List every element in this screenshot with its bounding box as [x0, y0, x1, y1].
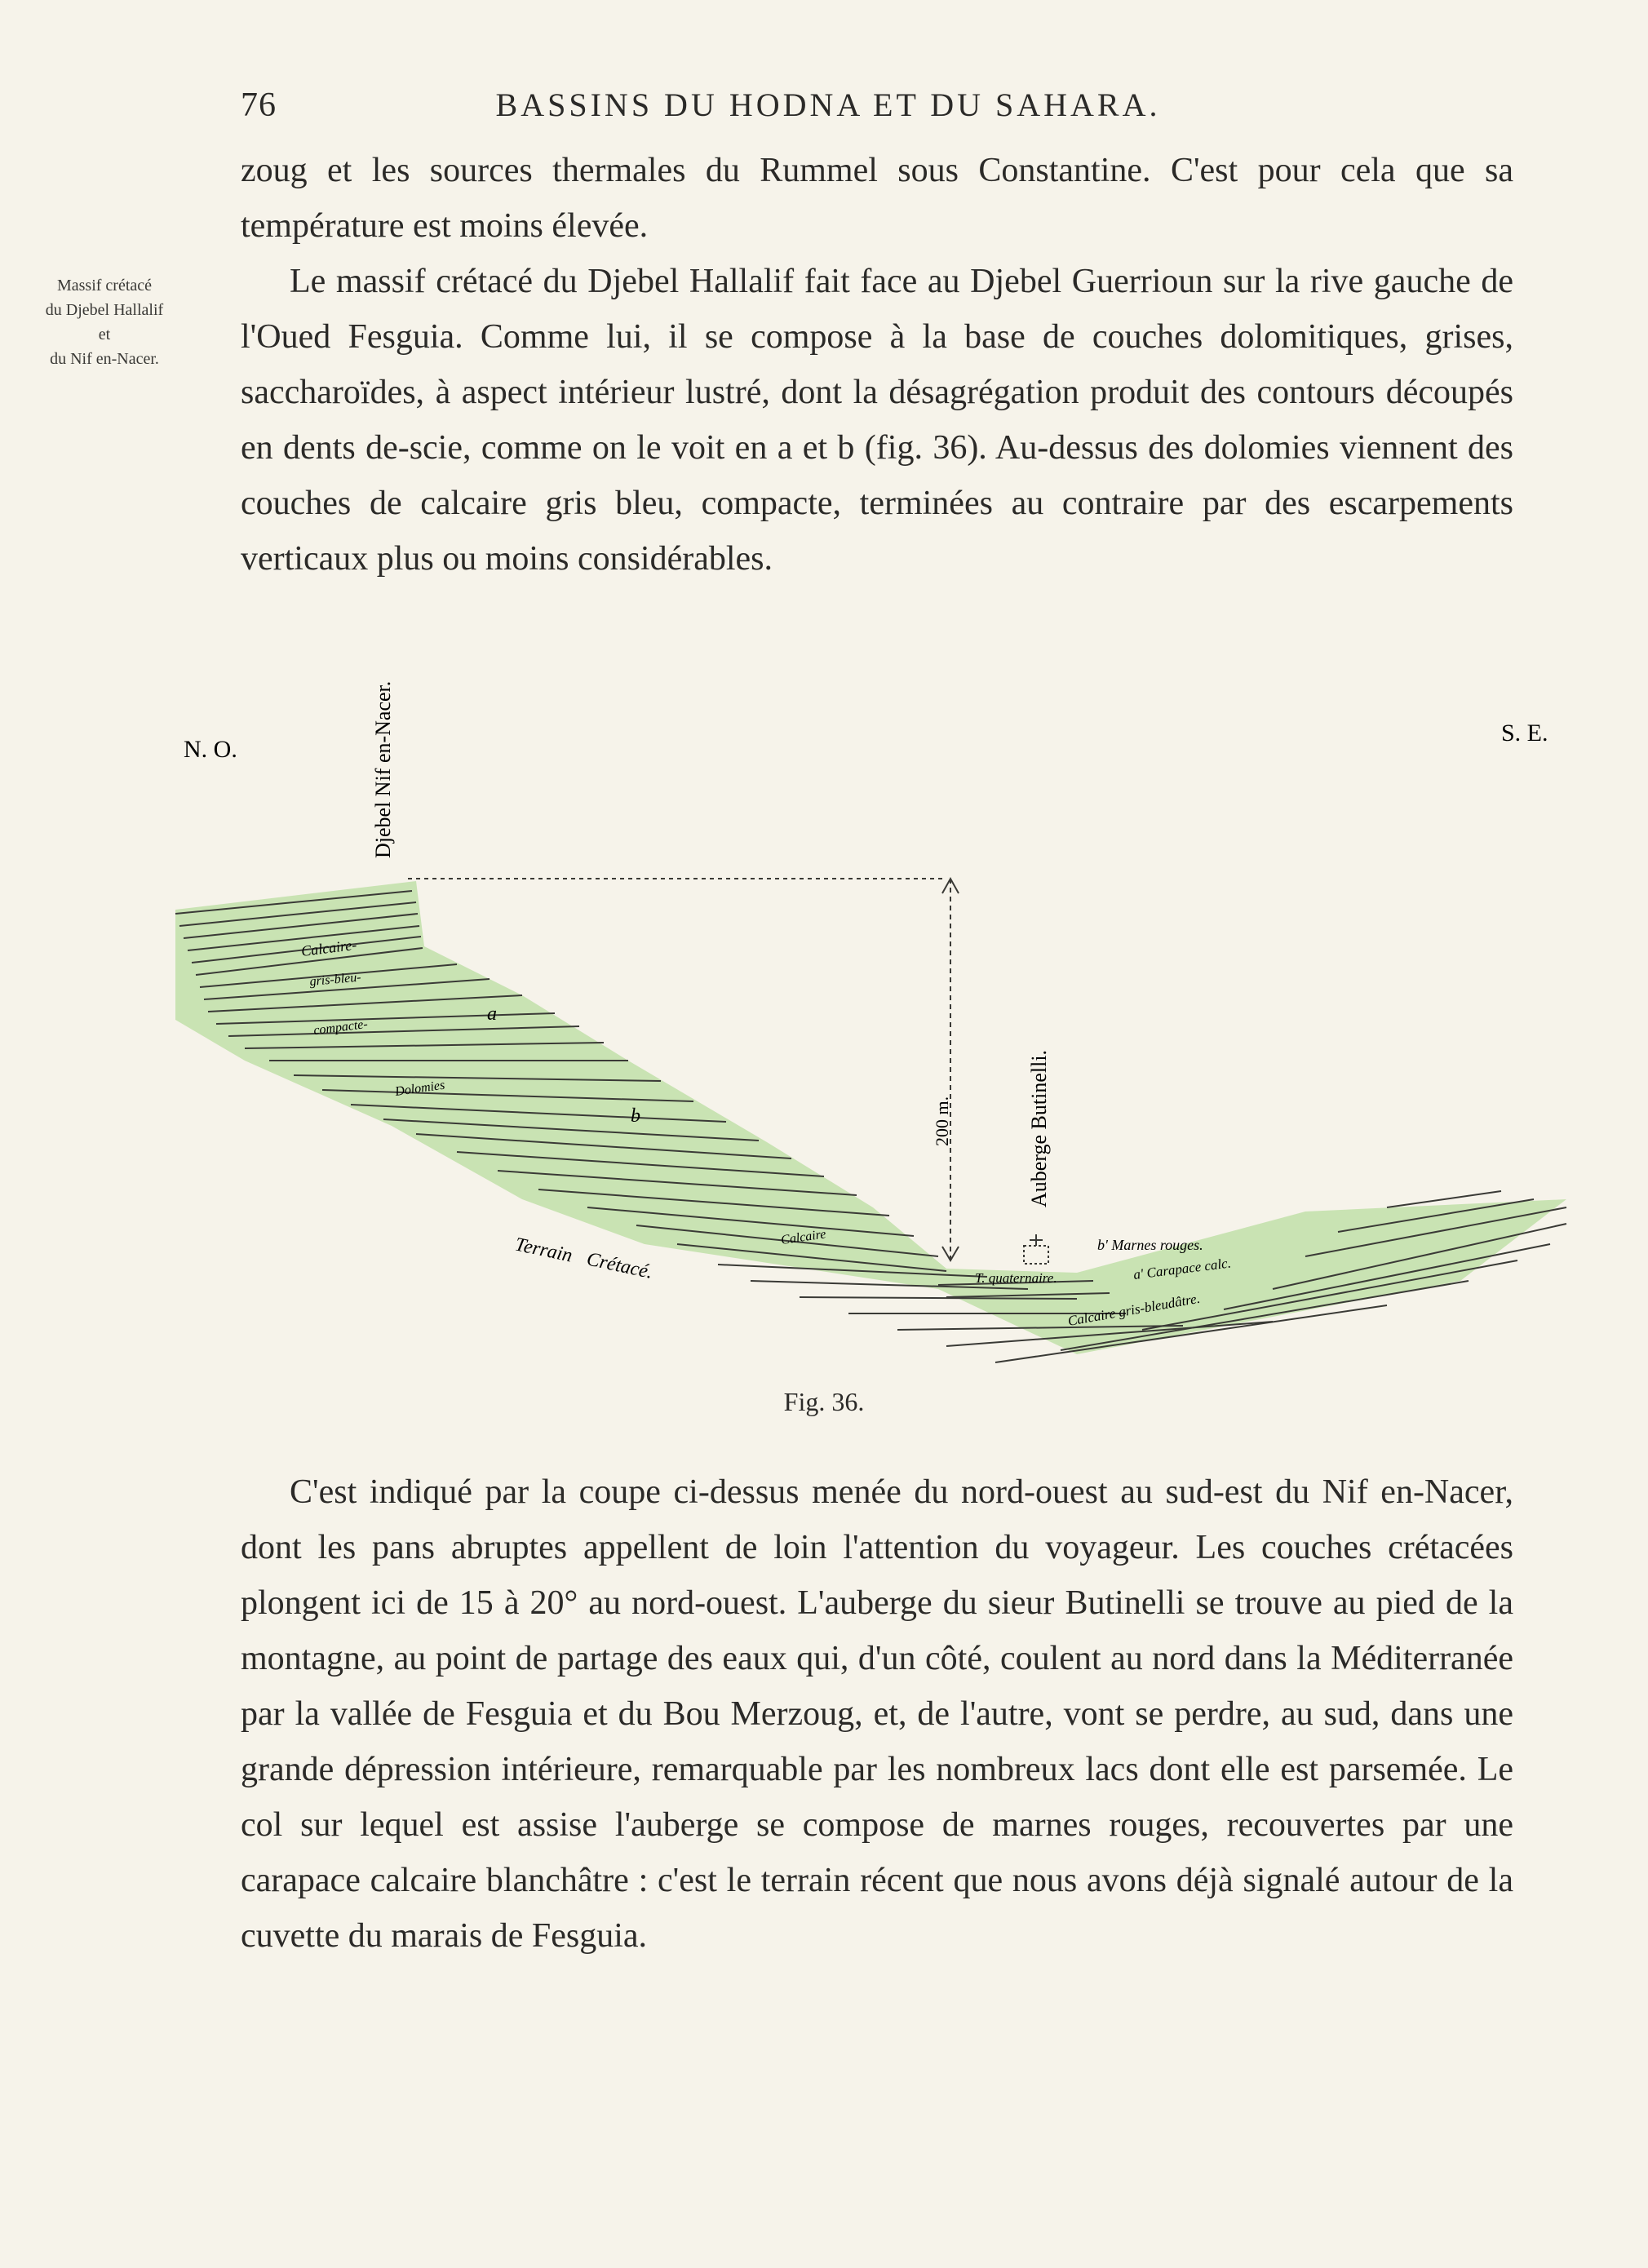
- layer-label-compacte: compacte-: [312, 1017, 369, 1038]
- layer-label-cretace: Crétacé.: [584, 1248, 655, 1283]
- layer-label-gris-bleu: gris-bleu-: [308, 970, 362, 989]
- margin-note-line: du Djebel Hallalif: [45, 301, 164, 319]
- margin-note-line: Massif crétacé: [56, 277, 153, 295]
- layer-label-quaternaire: T. quaternaire.: [975, 1270, 1057, 1286]
- figure-caption: Fig. 36.: [783, 1387, 865, 1416]
- point-a-label: a: [487, 1003, 497, 1025]
- body-text-top: [241, 143, 1513, 587]
- height-label: 200 m.: [932, 1096, 952, 1146]
- layer-label-calcaire-gris: Calcaire gris-bleudâtre.: [1066, 1290, 1202, 1329]
- margin-note-line: et: [98, 326, 111, 343]
- paragraph: C'est indiqué par la coupe ci-dessus menée du nord-ouest au sud-est du Nif en-Nacer, dont les pans abruptes appellent de loin l'attention du voyageur. Les couches crétacées plongent ici de 15 à 20° au nord-ouest. L'auberge du sieur Butinelli se trouve au pied de la montagne, au point de partage des eaux qui, d'un côté, coulent au nord dans la Méditerranée par la vallée de Fesguia et du Bou Merzoug, et, de l'autre, vont se perdre, au sud, dans une grande dépression intérieure, remarquable par les nombreux lacs dont elle est parsemée. Le col sur lequel est assise l'auberge se compose de marnes rouges, recouvertes par une carapace calcaire blanchâtre : c'est le terrain récent que nous avons déjà signalé autour de la cuvette du marais de Fesguia.: [241, 1473, 1513, 1955]
- inn-label: Auberge Butinelli.: [1027, 1049, 1051, 1207]
- label-nw: N. O.: [184, 736, 237, 763]
- inn-icon: [1024, 1246, 1048, 1264]
- layer-label-calcaire-lower: Calcaire: [780, 1227, 827, 1247]
- margin-note: [23, 273, 186, 371]
- paragraph: Le massif crétacé du Djebel Hallalif fait face au Djebel Guerrioun sur la rive gauche de l'Oued Fesguia. Comme lui, il se compose à la base de couches dolomitiques, grises, saccharoïdes, à aspect intérieur lustré, dont la désagrégation produit des contours découpés en dents de-scie, comme on le voit en a et b (fig. 36). Au-dessus des dolomies viennent des couches de calcaire gris bleu, compacte, terminées au contraire par des escarpements verticaux plus ou moins considérables.: [241, 263, 1513, 578]
- paragraph: zoug et les sources thermales du Rummel sous Constantine. C'est pour cela que sa température est moins élevée.: [241, 152, 1513, 245]
- body-text-bottom: [241, 1464, 1513, 1964]
- layer-label-terrain: Terrain: [512, 1234, 574, 1267]
- layer-label-dolomies: Dolomies: [394, 1078, 446, 1099]
- layer-label-marnes: b' Marnes rouges.: [1097, 1237, 1203, 1253]
- margin-note-line: du Nif en-Nacer.: [50, 350, 159, 368]
- layer-label-calcaire: Calcaire-: [300, 936, 358, 959]
- page-number: 76: [241, 86, 277, 124]
- peak-label: Djebel Nif en-Nacer.: [371, 680, 395, 858]
- geologic-section-figure: [0, 636, 1648, 1452]
- running-title: BASSINS DU HODNA ET DU SAHARA.: [495, 86, 1161, 123]
- label-se: S. E.: [1501, 720, 1548, 746]
- point-b-label: b: [631, 1105, 640, 1127]
- layer-label-carapace: a' Carapace calc.: [1132, 1255, 1232, 1282]
- section-drawing: [0, 636, 1648, 1452]
